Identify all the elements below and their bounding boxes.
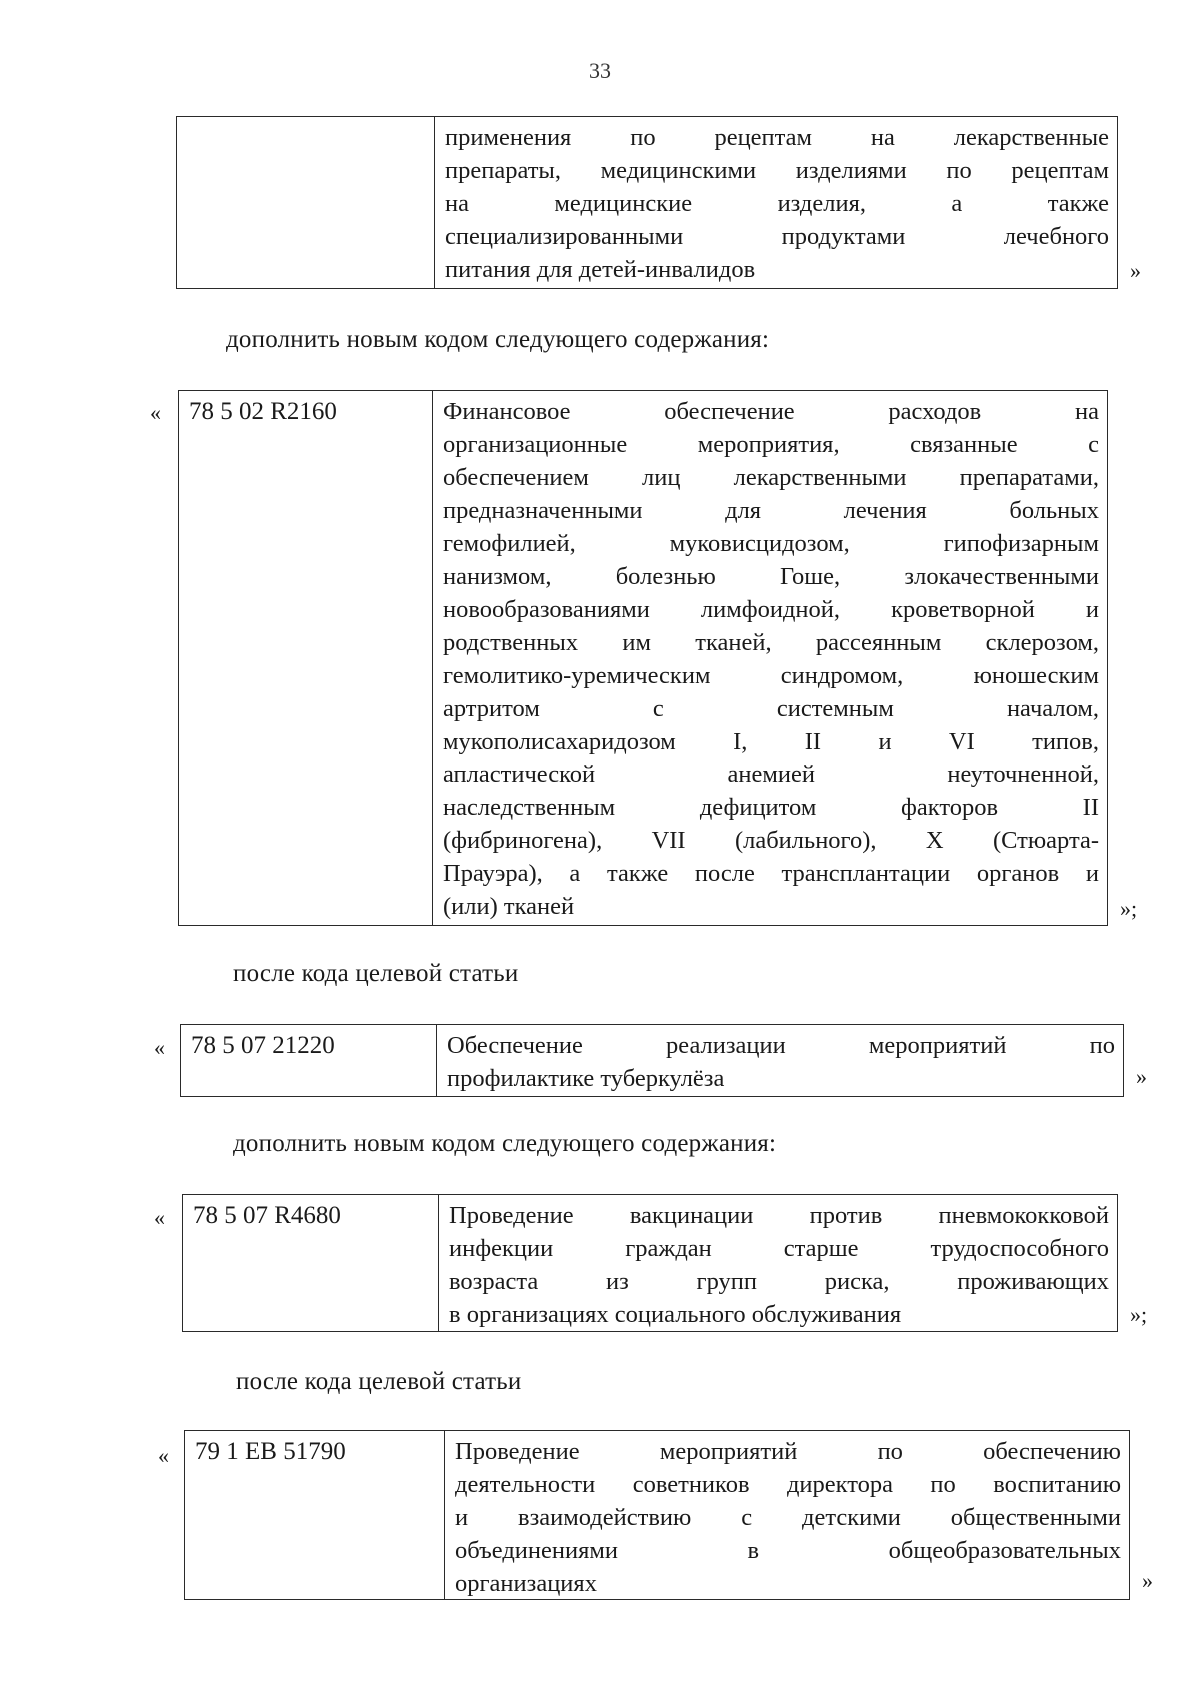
description-line: Прауэра), а также после трансплантации органов и — [443, 860, 1099, 887]
opening-quote: « — [154, 1205, 165, 1230]
code-cell: 78 5 07 R4680 — [183, 1195, 439, 1331]
description-line: в организациях социального обслуживания — [449, 1301, 902, 1328]
description-cell — [445, 1431, 1129, 1599]
instruction-paragraph: после кода целевой статьи — [236, 1368, 522, 1395]
description-line: гемолитико-уремическим синдромом, юношеским — [443, 662, 1099, 689]
description-line: организационные мероприятия, связанные с — [443, 431, 1099, 458]
description-line: и взаимодействию с детскими общественными — [455, 1504, 1121, 1531]
instruction-paragraph: после кода целевой статьи — [233, 960, 519, 987]
description-line: нанизмом, болезнью Гоше, злокачественными — [443, 563, 1099, 590]
description-line: родственных им тканей, рассеянным склерозом, — [443, 629, 1099, 656]
code-cell: 78 5 07 21220 — [181, 1025, 437, 1096]
code-table-continuation — [176, 116, 1118, 289]
description-line: (фибриногена), VII (лабильного), X (Стюарта- — [443, 827, 1099, 854]
description-line: специализированными продуктами лечебного — [445, 223, 1109, 250]
description-cell — [439, 1195, 1117, 1331]
code-table-21220 — [180, 1024, 1124, 1097]
description-line: инфекции граждан старше трудоспособного — [449, 1235, 1109, 1262]
description-line: деятельности советников директора по воспитанию — [455, 1471, 1121, 1498]
description-line: питания для детей-инвалидов — [445, 256, 756, 283]
instruction-paragraph: дополнить новым кодом следующего содержания: — [233, 1130, 777, 1157]
description-line: препараты, медицинскими изделиями по рецептам — [445, 157, 1109, 184]
code-cell — [177, 117, 435, 288]
page-number: 33 — [589, 58, 611, 83]
description-line: новообразованиями лимфоидной, кроветворной и — [443, 596, 1099, 623]
description-line: Проведение вакцинации против пневмококковой — [449, 1202, 1109, 1229]
opening-quote: « — [150, 400, 161, 425]
opening-quote: « — [158, 1443, 169, 1468]
description-line: организациях — [455, 1570, 597, 1597]
description-line: наследственным дефицитом факторов II — [443, 794, 1099, 821]
description-line: (или) тканей — [443, 893, 575, 920]
description-line: Обеспечение реализации мероприятий по — [447, 1032, 1115, 1059]
description-line: профилактике туберкулёза — [447, 1065, 725, 1092]
closing-quote: »; — [1130, 1302, 1148, 1327]
description-line: применения по рецептам на лекарственные — [445, 124, 1109, 151]
description-cell — [437, 1025, 1123, 1096]
description-cell — [433, 391, 1107, 925]
description-line: мукополисахаридозом I, II и VI типов, — [443, 728, 1099, 755]
instruction-paragraph: дополнить новым кодом следующего содержания: — [226, 326, 770, 353]
description-line: предназначенными для лечения больных — [443, 497, 1099, 524]
description-line: объединениями в общеобразовательных — [455, 1537, 1121, 1564]
code-cell: 78 5 02 R2160 — [179, 391, 433, 925]
closing-quote: » — [1142, 1568, 1153, 1593]
description-line: обеспечением лиц лекарственными препаратами, — [443, 464, 1099, 491]
opening-quote: « — [154, 1035, 165, 1060]
description-cell — [435, 117, 1117, 288]
description-line: артритом с системным началом, — [443, 695, 1099, 722]
description-line: апластической анемией неуточненной, — [443, 761, 1099, 788]
description-line: Финансовое обеспечение расходов на — [443, 398, 1099, 425]
code-table-r4680 — [182, 1194, 1118, 1332]
code-table-51790 — [184, 1430, 1130, 1600]
description-line: на медицинские изделия, а также — [445, 190, 1109, 217]
description-line: возраста из групп риска, проживающих — [449, 1268, 1109, 1295]
description-line: Проведение мероприятий по обеспечению — [455, 1438, 1121, 1465]
code-table-r2160 — [178, 390, 1108, 926]
description-line: гемофилией, муковисцидозом, гипофизарным — [443, 530, 1099, 557]
closing-quote: » — [1130, 258, 1141, 283]
code-cell: 79 1 ЕВ 51790 — [185, 1431, 445, 1599]
closing-quote: » — [1136, 1064, 1147, 1089]
closing-quote: »; — [1120, 896, 1138, 921]
